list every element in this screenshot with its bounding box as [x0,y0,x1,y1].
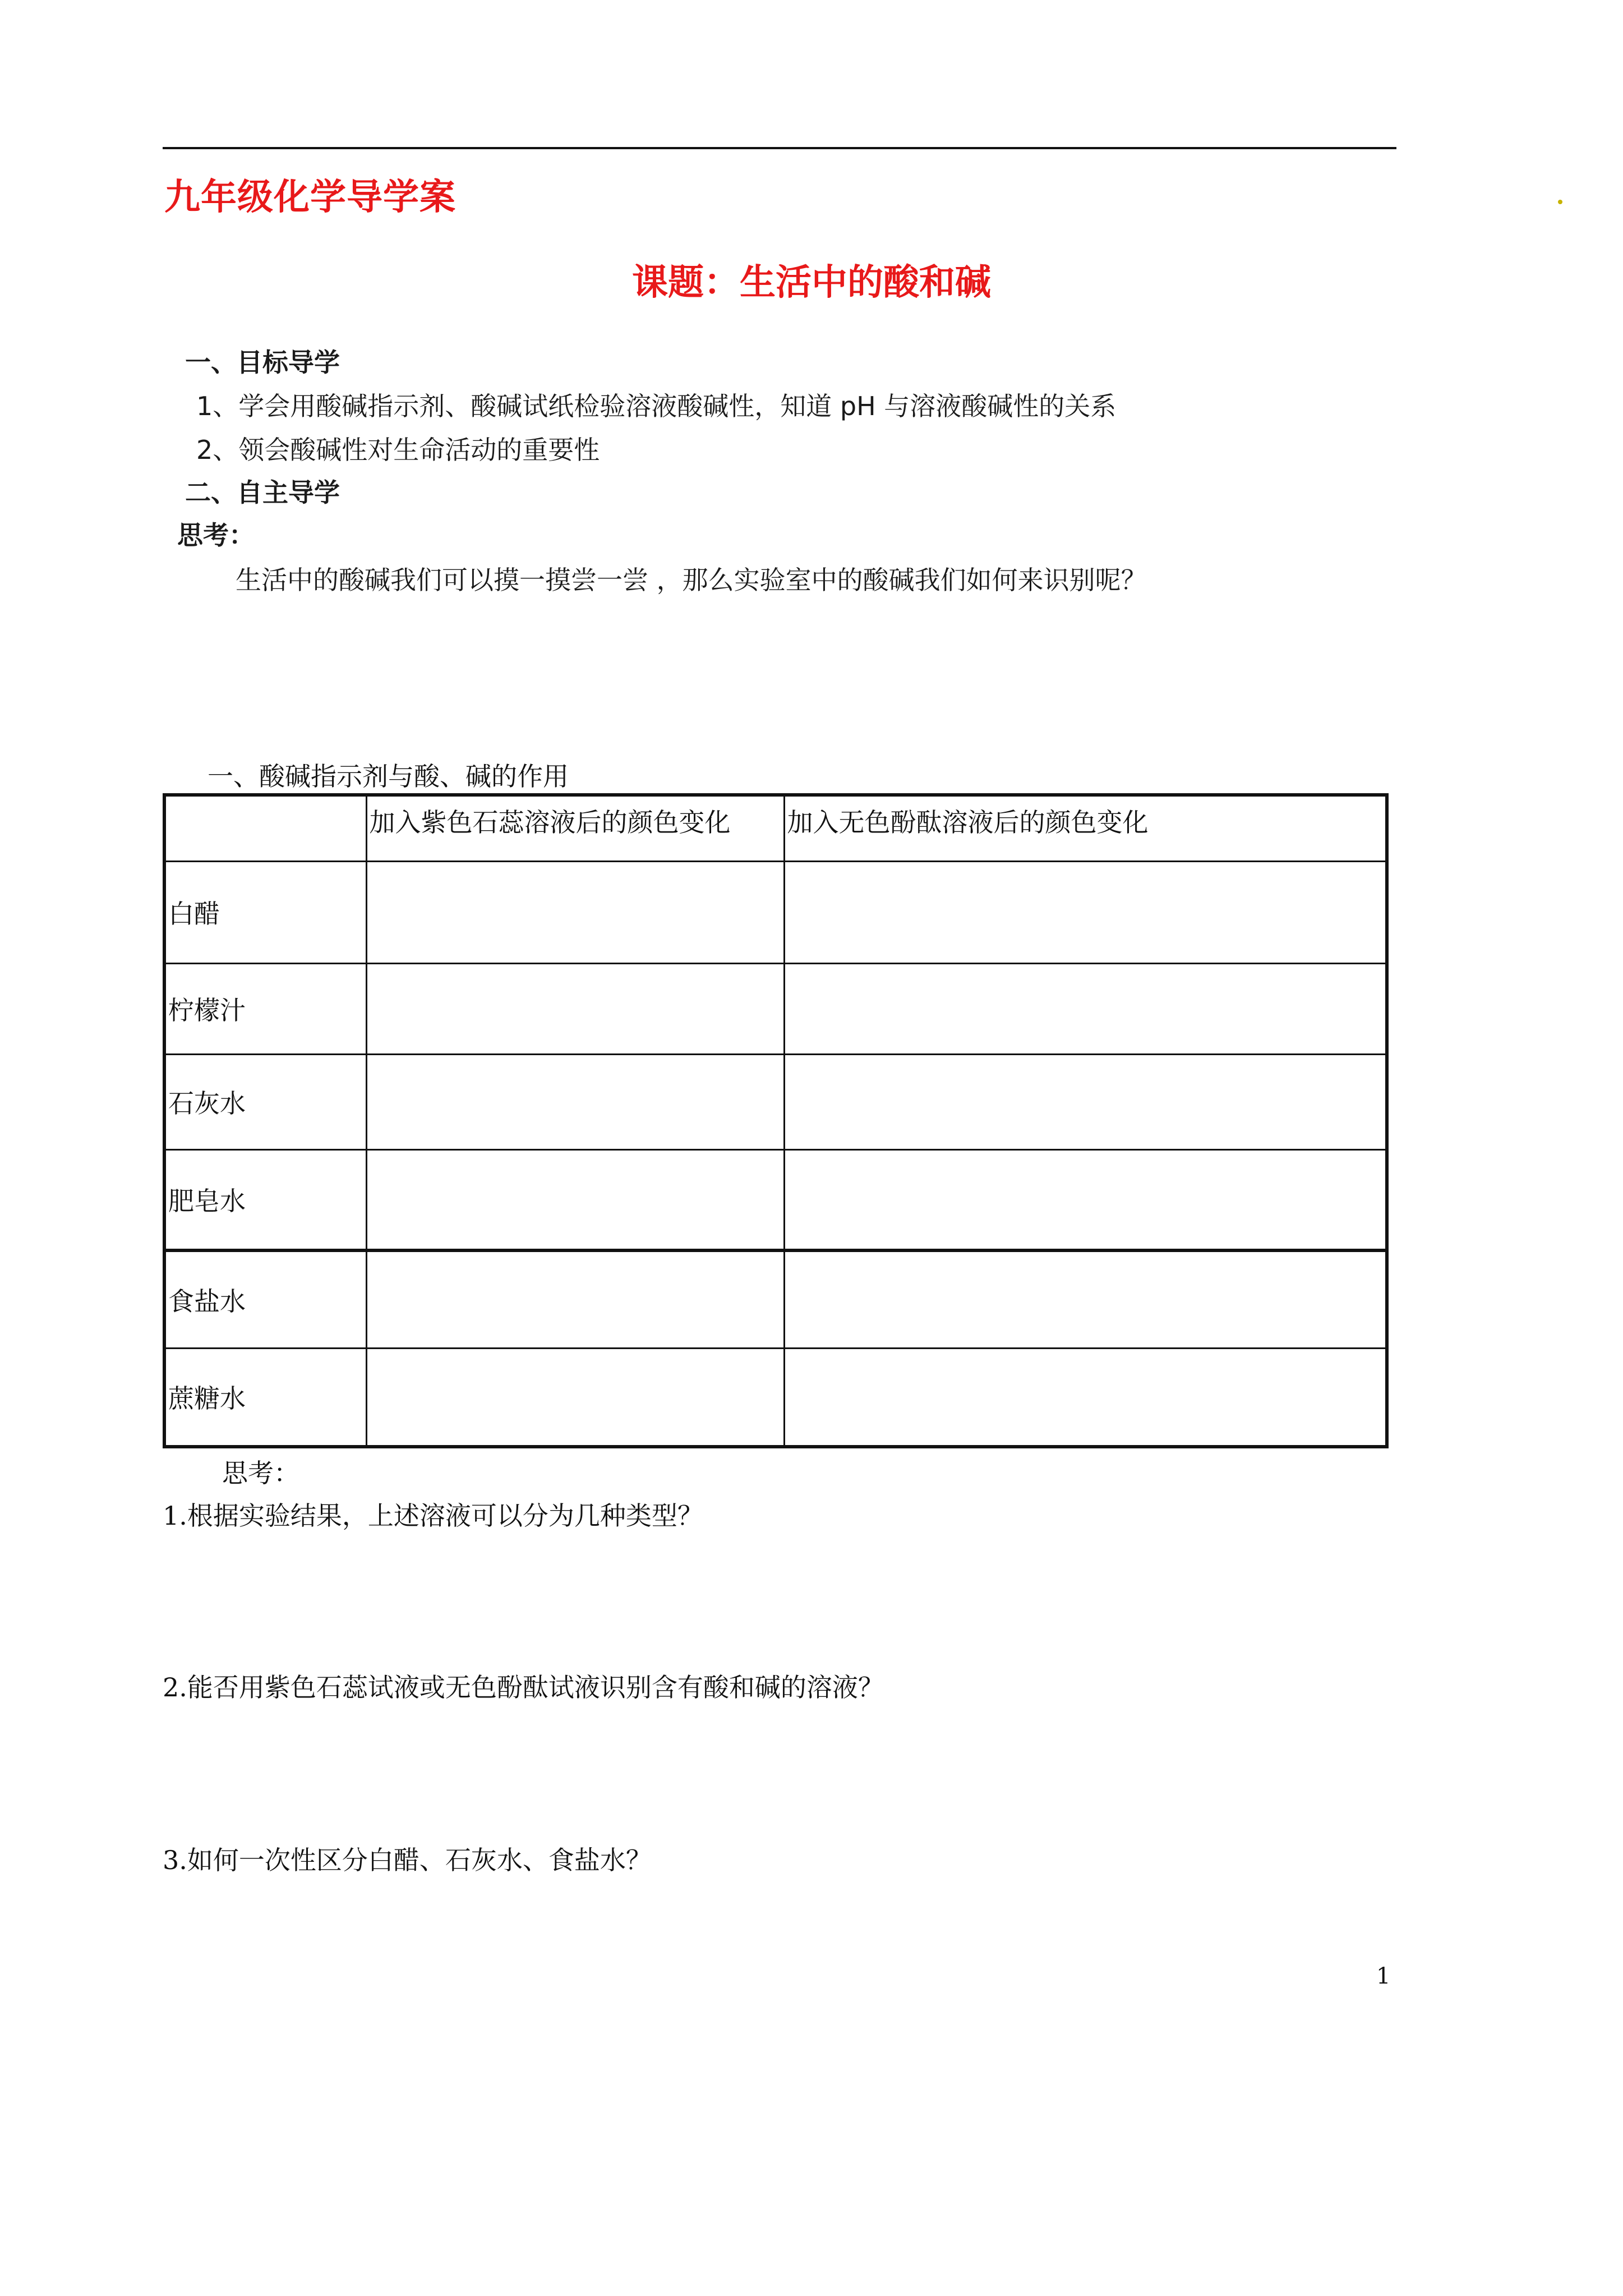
header-rule [163,147,1396,149]
answer-cell[interactable] [366,1054,784,1149]
question-2: 2.能否用紫色石蕊试液或无色酚酞试液识别含有酸和碱的溶液？ [163,1672,884,1703]
indicator-table [163,793,1389,1448]
answer-cell[interactable] [366,1348,784,1447]
row-label-sugar-water: 蔗糖水 [164,1348,366,1447]
answer-cell[interactable] [366,1149,784,1250]
table-row [164,1054,1387,1149]
answer-cell[interactable] [784,963,1387,1054]
section-heading-self-study: 二、自主导学 [185,477,340,508]
think-label: 思考： [177,520,255,550]
table-header-phenolphthalein: 加入无色酚酞溶液后的颜色变化 [784,795,1387,861]
row-label-white-vinegar: 白醋 [164,861,366,963]
table-row [164,861,1387,963]
table-header-row [164,795,1387,861]
table-header-litmus: 加入紫色石蕊溶液后的颜色变化 [366,795,784,861]
think-question: 生活中的酸碱我们可以摸一摸尝一尝 ，那么实验室中的酸碱我们如何来识别呢？ [236,565,1147,595]
answer-cell[interactable] [784,1250,1387,1348]
table-row [164,1149,1387,1250]
answer-cell[interactable] [784,1348,1387,1447]
answer-cell[interactable] [784,1054,1387,1149]
row-label-limewater: 石灰水 [164,1054,366,1149]
row-label-lemon-juice: 柠檬汁 [164,963,366,1054]
row-label-soapy-water: 肥皂水 [164,1149,366,1250]
question-3: 3.如何一次性区分白醋、石灰水、食盐水？ [163,1845,652,1875]
table-title: 一、酸碱指示剂与酸、碱的作用 [208,761,569,792]
answer-cell[interactable] [366,1250,784,1348]
lesson-title: 课题：生活中的酸和碱 [632,262,991,303]
document-header-title: 九年级化学导学案 [164,177,456,218]
table-row [164,963,1387,1054]
answer-cell[interactable] [784,861,1387,963]
table-header-cell-empty [164,795,366,861]
goal-item-1: 1、学会用酸碱指示剂、酸碱试纸检验溶液酸碱性，知道 pH 与溶液酸碱性的关系 [196,391,1117,421]
thinking-label: 思考： [222,1458,299,1488]
page-number: 1 [1376,1963,1391,1989]
section-heading-goals: 一、目标导学 [185,347,340,378]
row-label-salt-water: 食盐水 [164,1250,366,1348]
answer-cell[interactable] [784,1149,1387,1250]
goal-item-2: 2、领会酸碱性对生命活动的重要性 [196,435,600,465]
question-1: 1.根据实验结果，上述溶液可以分为几种类型？ [163,1501,703,1531]
answer-cell[interactable] [366,861,784,963]
table-row [164,1250,1387,1348]
answer-cell[interactable] [366,963,784,1054]
table-row [164,1348,1387,1447]
stray-dot-mark [1558,200,1562,204]
